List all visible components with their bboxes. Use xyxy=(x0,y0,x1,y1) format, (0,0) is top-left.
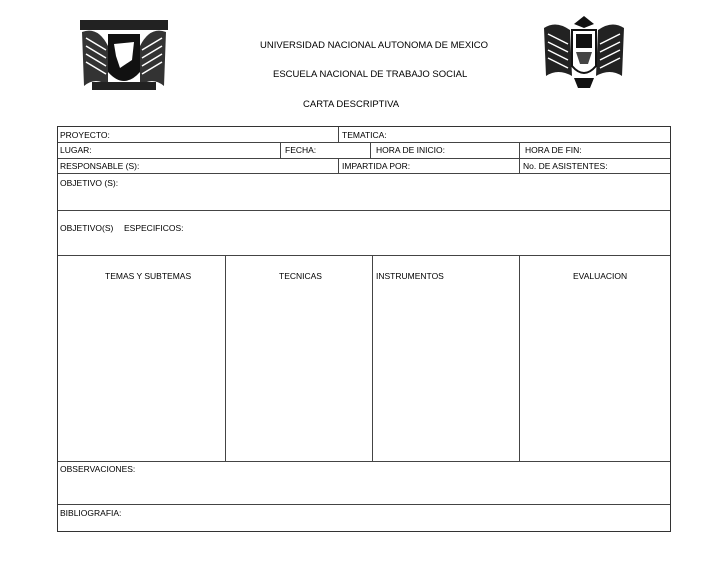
row-divider xyxy=(58,504,670,505)
tematica-label: TEMATICA: xyxy=(342,130,387,140)
bibliografia-label: BIBLIOGRAFIA: xyxy=(60,508,122,518)
hora-fin-label: HORA DE FIN: xyxy=(525,145,582,155)
objetivo-label: OBJETIVO (S): xyxy=(60,178,119,188)
row-divider xyxy=(58,158,670,159)
evaluacion-header: EVALUACION xyxy=(573,271,628,281)
hora-inicio-label: HORA DE INICIO: xyxy=(376,145,445,155)
university-title: UNIVERSIDAD NACIONAL AUTONOMA DE MEXICO xyxy=(260,40,489,51)
impartida-label: IMPARTIDA POR: xyxy=(342,161,411,171)
col-divider xyxy=(225,255,226,461)
row-divider xyxy=(58,173,670,174)
col-divider xyxy=(519,142,520,158)
document-title: CARTA DESCRIPTIVA xyxy=(303,99,400,110)
proyecto-label: PROYECTO: xyxy=(60,130,110,140)
observaciones-label: OBSERVACIONES: xyxy=(60,464,136,474)
row-divider xyxy=(58,142,670,143)
col-divider xyxy=(519,158,520,173)
col-divider xyxy=(519,255,520,461)
col-divider xyxy=(372,255,373,461)
objetivo-especifico-label: OBJETIVO(S) xyxy=(60,223,114,233)
unam-logo-icon xyxy=(78,16,170,94)
col-divider xyxy=(338,127,339,142)
asistentes-label: No. DE ASISTENTES: xyxy=(523,161,608,171)
tecnicas-header: TECNICAS xyxy=(279,271,322,281)
temas-header: TEMAS Y SUBTEMAS xyxy=(105,271,192,281)
school-title: ESCUELA NACIONAL DE TRABAJO SOCIAL xyxy=(273,69,468,80)
form-grid xyxy=(57,126,671,532)
especificos-label: ESPECIFICOS: xyxy=(124,223,184,233)
row-divider xyxy=(58,255,670,256)
instrumentos-header: INSTRUMENTOS xyxy=(376,271,444,281)
row-divider xyxy=(58,461,670,462)
col-divider xyxy=(338,158,339,173)
ents-logo-icon xyxy=(542,14,626,90)
fecha-label: FECHA: xyxy=(285,145,317,155)
col-divider xyxy=(370,142,371,158)
responsable-label: RESPONSABLE (S): xyxy=(60,161,140,171)
lugar-label: LUGAR: xyxy=(60,145,92,155)
row-divider xyxy=(58,210,670,211)
col-divider xyxy=(280,142,281,158)
